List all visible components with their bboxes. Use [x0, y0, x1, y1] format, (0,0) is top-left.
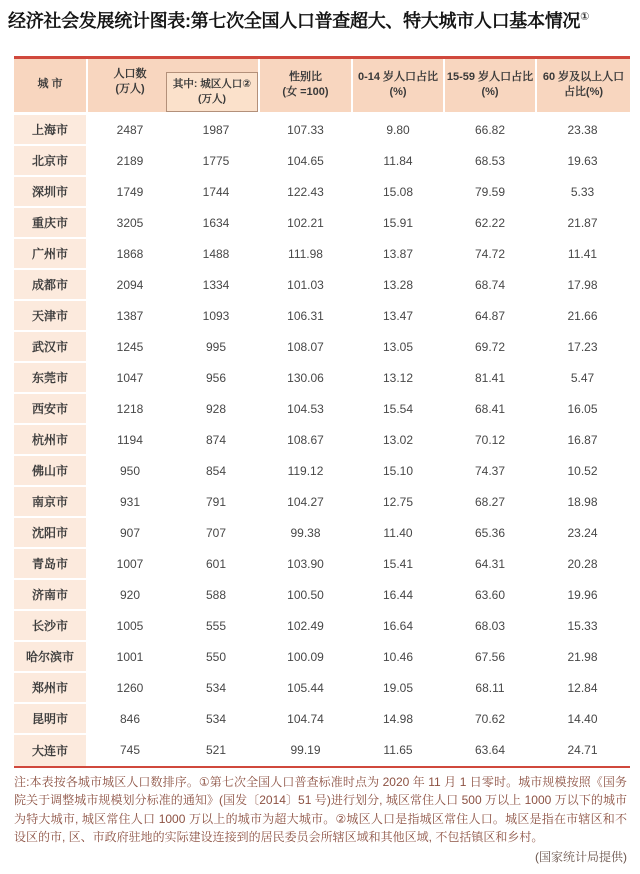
table-row [14, 611, 630, 642]
header-cell-city [14, 59, 88, 112]
age-60-plus-cell: 24.71 [567, 743, 598, 757]
city-cell: 成都市 [14, 270, 88, 299]
population-cell: 1218 [116, 402, 144, 416]
population-cell: 1868 [116, 247, 144, 261]
age-0-14-cell: 13.28 [382, 278, 414, 292]
sex-ratio-cell: 104.27 [287, 495, 324, 509]
table-row [14, 208, 630, 239]
age-15-59-cell: 74.37 [474, 464, 506, 478]
age-15-59-cell: 67.56 [474, 650, 506, 664]
header-cell-sex-ratio: 性别比 (女 =100) [260, 59, 353, 112]
city-cell: 重庆市 [14, 208, 88, 237]
age-15-59-cell: 70.12 [474, 433, 506, 447]
city-cell: 深圳市 [14, 177, 88, 206]
age-0-14-cell: 15.54 [382, 402, 414, 416]
urban-population-cell: 1488 [202, 247, 230, 261]
urban-population-cell: 601 [205, 557, 227, 571]
city-cell: 沈阳市 [14, 518, 88, 547]
sex-ratio-cell: 100.09 [287, 650, 324, 664]
city-cell: 长沙市 [14, 611, 88, 640]
table-row [14, 487, 630, 518]
table-row [14, 456, 630, 487]
table-header [14, 56, 630, 112]
urban-population-cell: 550 [205, 650, 227, 664]
age-60-plus-cell: 17.23 [567, 340, 598, 354]
age-0-14-cell: 11.84 [383, 154, 413, 168]
table-row [14, 177, 630, 208]
table-row [14, 332, 630, 363]
table-row [14, 239, 630, 270]
table-row [14, 115, 630, 146]
urban-population-cell: 1634 [202, 216, 230, 230]
credit: (国家统计局提供) [535, 849, 627, 864]
age-15-59-cell: 69.72 [474, 340, 506, 354]
age-60-plus-cell: 14.40 [567, 712, 598, 726]
table-row [14, 704, 630, 735]
age-15-59-cell: 63.64 [474, 743, 506, 757]
city-cell: 天津市 [14, 301, 88, 330]
urban-population-cell: 534 [205, 712, 227, 726]
page-title [8, 10, 632, 33]
table-row [14, 301, 630, 332]
sex-ratio-cell: 101.03 [287, 278, 324, 292]
sex-ratio-cell: 108.07 [287, 340, 324, 354]
city-cell: 昆明市 [14, 704, 88, 733]
urban-population-cell: 521 [205, 743, 227, 757]
sex-ratio-cell: 111.98 [288, 247, 323, 261]
age-0-14-cell: 19.05 [382, 681, 414, 695]
sex-ratio-cell: 103.90 [287, 557, 324, 571]
header-cell-age-60-plus: 60 岁及以上人口 占比(%) [537, 59, 630, 112]
age-0-14-cell: 11.65 [383, 743, 413, 757]
age-0-14-cell: 14.98 [382, 712, 414, 726]
table-row [14, 146, 630, 177]
population-cell: 1749 [116, 185, 144, 199]
age-60-plus-cell: 5.47 [570, 371, 595, 385]
age-0-14-cell: 13.87 [382, 247, 414, 261]
header-cell-urban-population: 其中: 城区人口② (万人) [166, 72, 258, 112]
footnote: 注:本表按各城市城区人口数排序。①第七次全国人口普查标准时点为 2020 年 11 月 1 日零时。城市规模按照《国务院关于调整城市规模划分标准的通知》(国发〔2014〕51 号)进行划分, 城区常住人口 500 万以上 1000 万以下的城市为特大城市, 城区常住人口 1000 万以上的城市为超大城市。②城区人口是指城区常住人口。城区是指在市辖区和不设区的市, 区、市政府驻地的实际建设连接到的居民委员会所辖区域和其他区域, 不包括镇区和乡村。 [14, 774, 627, 844]
age-60-plus-cell: 16.87 [567, 433, 598, 447]
table-row [14, 394, 630, 425]
age-0-14-cell: 13.02 [382, 433, 414, 447]
age-15-59-cell: 79.59 [474, 185, 506, 199]
city-cell: 北京市 [14, 146, 88, 175]
age-60-plus-cell: 19.63 [567, 154, 598, 168]
title-footnote-marker: ① [580, 11, 590, 23]
table-row [14, 270, 630, 301]
age-60-plus-cell: 17.98 [567, 278, 598, 292]
population-cell: 1007 [116, 557, 144, 571]
table-row [14, 735, 630, 766]
urban-population-cell: 555 [205, 619, 227, 633]
population-cell: 907 [119, 526, 141, 540]
city-cell: 西安市 [14, 394, 88, 423]
age-60-plus-cell: 18.98 [567, 495, 598, 509]
city-cell: 济南市 [14, 580, 88, 609]
city-cell: 东莞市 [14, 363, 88, 392]
population-cell: 1260 [116, 681, 144, 695]
population-cell: 920 [119, 588, 141, 602]
age-15-59-cell: 64.31 [474, 557, 506, 571]
stats-table [14, 56, 630, 768]
age-0-14-cell: 11.40 [383, 526, 413, 540]
age-60-plus-cell: 11.41 [567, 247, 598, 261]
age-15-59-cell: 64.87 [474, 309, 506, 323]
table-row [14, 642, 630, 673]
header-population-label: 人口数 (万人) [113, 67, 147, 95]
age-60-plus-cell: 15.33 [567, 619, 598, 633]
urban-population-cell: 1744 [202, 185, 230, 199]
population-cell: 1047 [116, 371, 144, 385]
sex-ratio-cell: 119.12 [287, 464, 324, 478]
age-15-59-cell: 70.62 [474, 712, 506, 726]
age-15-59-cell: 68.74 [474, 278, 506, 292]
population-cell: 950 [119, 464, 141, 478]
sex-ratio-cell: 122.43 [287, 185, 324, 199]
sex-ratio-cell: 104.53 [287, 402, 324, 416]
age-0-14-cell: 9.80 [386, 123, 410, 137]
sex-ratio-cell: 130.06 [287, 371, 324, 385]
age-60-plus-cell: 5.33 [570, 185, 595, 199]
sex-ratio-cell: 104.74 [287, 712, 324, 726]
urban-population-cell: 928 [205, 402, 227, 416]
table-row [14, 363, 630, 394]
age-0-14-cell: 13.12 [382, 371, 414, 385]
city-cell: 杭州市 [14, 425, 88, 454]
age-60-plus-cell: 12.84 [567, 681, 598, 695]
age-15-59-cell: 68.27 [474, 495, 506, 509]
population-cell: 2094 [116, 278, 144, 292]
age-15-59-cell: 63.60 [474, 588, 506, 602]
table-row [14, 518, 630, 549]
sex-ratio-cell: 102.21 [287, 216, 324, 230]
age-60-plus-cell: 23.38 [567, 123, 598, 137]
age-0-14-cell: 15.08 [382, 185, 414, 199]
age-15-59-cell: 68.53 [474, 154, 506, 168]
age-0-14-cell: 15.41 [382, 557, 414, 571]
urban-population-cell: 588 [205, 588, 227, 602]
sex-ratio-cell: 99.38 [290, 526, 321, 540]
age-60-plus-cell: 10.52 [567, 464, 598, 478]
city-cell: 广州市 [14, 239, 88, 268]
population-cell: 1245 [116, 340, 144, 354]
age-15-59-cell: 65.36 [474, 526, 506, 540]
population-cell: 1005 [116, 619, 144, 633]
urban-population-cell: 1093 [202, 309, 230, 323]
city-cell: 上海市 [14, 115, 88, 144]
urban-population-cell: 874 [205, 433, 227, 447]
table-row [14, 580, 630, 611]
population-cell: 1387 [116, 309, 144, 323]
city-cell: 郑州市 [14, 673, 88, 702]
age-0-14-cell: 16.64 [382, 619, 414, 633]
city-cell: 哈尔滨市 [14, 642, 88, 671]
population-cell: 3205 [116, 216, 144, 230]
age-0-14-cell: 13.05 [382, 340, 414, 354]
city-cell: 大连市 [14, 735, 88, 766]
age-0-14-cell: 15.91 [382, 216, 414, 230]
age-0-14-cell: 13.47 [382, 309, 414, 323]
sex-ratio-cell: 105.44 [287, 681, 324, 695]
age-0-14-cell: 10.46 [382, 650, 414, 664]
sex-ratio-cell: 107.33 [287, 123, 324, 137]
header-cell-population-group [88, 59, 260, 112]
population-cell: 2487 [116, 123, 144, 137]
sex-ratio-cell: 99.19 [290, 743, 321, 757]
age-60-plus-cell: 21.66 [567, 309, 598, 323]
urban-population-cell: 1775 [202, 154, 230, 168]
age-60-plus-cell: 21.98 [567, 650, 598, 664]
header-cell-age-0-14: 0-14 岁人口占比 (%) [353, 59, 445, 112]
population-cell: 1001 [116, 650, 144, 664]
urban-population-cell: 1987 [202, 123, 230, 137]
city-cell: 武汉市 [14, 332, 88, 361]
age-0-14-cell: 12.75 [382, 495, 414, 509]
age-60-plus-cell: 16.05 [567, 402, 598, 416]
age-60-plus-cell: 20.28 [567, 557, 598, 571]
age-15-59-cell: 74.72 [474, 247, 506, 261]
age-60-plus-cell: 23.24 [567, 526, 598, 540]
population-cell: 1194 [117, 433, 143, 447]
table-row [14, 425, 630, 456]
population-cell: 846 [119, 712, 141, 726]
sex-ratio-cell: 102.49 [287, 619, 324, 633]
age-15-59-cell: 81.41 [474, 371, 506, 385]
urban-population-cell: 791 [205, 495, 227, 509]
age-15-59-cell: 68.03 [474, 619, 506, 633]
population-cell: 931 [119, 495, 141, 509]
city-cell: 南京市 [14, 487, 88, 516]
header-cell-age-15-59: 15-59 岁人口占比 (%) [445, 59, 537, 112]
age-60-plus-cell: 19.96 [567, 588, 598, 602]
page-title-text: 经济社会发展统计图表:第七次全国人口普查超大、特大城市人口基本情况 [8, 11, 581, 31]
table-row [14, 549, 630, 580]
age-15-59-cell: 68.41 [474, 402, 506, 416]
header-city-label: 城 市 [37, 78, 63, 91]
urban-population-cell: 707 [205, 526, 227, 540]
age-60-plus-cell: 21.87 [567, 216, 598, 230]
age-0-14-cell: 15.10 [382, 464, 414, 478]
table-row [14, 673, 630, 704]
sex-ratio-cell: 108.67 [287, 433, 324, 447]
sex-ratio-cell: 106.31 [287, 309, 324, 323]
urban-population-cell: 995 [205, 340, 227, 354]
urban-population-cell: 1334 [202, 278, 230, 292]
table-body [14, 115, 630, 766]
sex-ratio-cell: 100.50 [287, 588, 324, 602]
population-cell: 2189 [116, 154, 144, 168]
age-0-14-cell: 16.44 [382, 588, 414, 602]
sex-ratio-cell: 104.65 [287, 154, 324, 168]
age-15-59-cell: 66.82 [474, 123, 506, 137]
age-15-59-cell: 62.22 [474, 216, 506, 230]
city-cell: 佛山市 [14, 456, 88, 485]
urban-population-cell: 534 [205, 681, 227, 695]
population-cell: 745 [119, 743, 141, 757]
table-bottom-border [14, 766, 630, 768]
urban-population-cell: 854 [205, 464, 227, 478]
age-15-59-cell: 68.11 [475, 681, 505, 695]
urban-population-cell: 956 [205, 371, 227, 385]
city-cell: 青岛市 [14, 549, 88, 578]
